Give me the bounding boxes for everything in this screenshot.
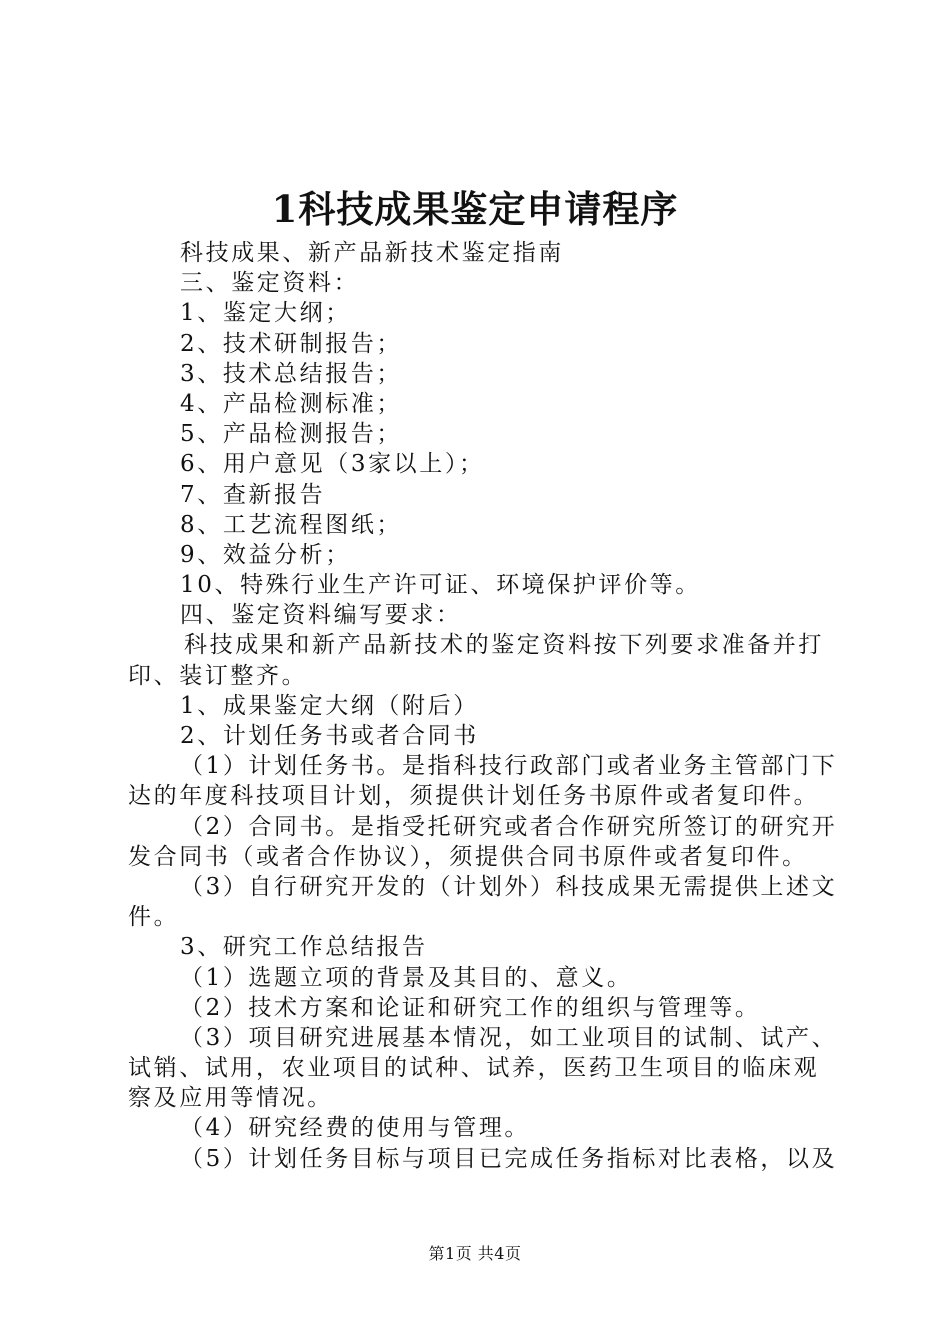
text-line: 达的年度科技项目计划，须提供计划任务书原件或者复印件。	[128, 783, 820, 810]
text-line: 件。	[128, 904, 180, 931]
text-line: 四、鉴定资料编写要求：	[180, 602, 462, 629]
text-line: 科技成果和新产品新技术的鉴定资料按下列要求准备并打	[184, 632, 824, 659]
text-line: 察及应用等情况。	[128, 1085, 333, 1112]
text-line: 2、计划任务书或者合同书	[180, 723, 479, 749]
text-line: 10、特殊行业生产许可证、环境保护评价等。	[180, 572, 701, 599]
text-line: （1）计划任务书。是指科技行政部门或者业务主管部门下	[180, 753, 838, 780]
text-line: （5）计划任务目标与项目已完成任务指标对比表格，以及	[180, 1145, 838, 1172]
text-line: 6、用户意见（3家以上）；	[180, 451, 485, 478]
text-line: 1、鉴定大纲；	[180, 300, 351, 327]
text-line: （4）研究经费的使用与管理。	[180, 1115, 531, 1142]
text-line: 5、产品检测报告；	[180, 421, 403, 448]
text-line: 3、技术总结报告；	[180, 360, 403, 387]
text-line: 科技成果、新产品新技术鉴定指南	[180, 240, 564, 266]
text-line: 7、查新报告	[180, 481, 326, 508]
text-line: 3、研究工作总结报告	[180, 934, 428, 961]
text-line: （3）自行研究开发的（计划外）科技成果无需提供上述文	[180, 873, 838, 900]
text-line: 印、装订整齐。	[128, 662, 308, 689]
text-line: （1）选题立项的背景及其目的、意义。	[180, 964, 633, 991]
text-line: 4、产品检测标准；	[180, 390, 403, 417]
document-body	[128, 238, 838, 1174]
text-line: 2、技术研制报告；	[180, 330, 403, 357]
text-line: （2）合同书。是指受托研究或者合作研究所签订的研究开	[180, 813, 838, 840]
text-line: 试销、试用，农业项目的试种、试养，医药卫生项目的临床观	[128, 1055, 820, 1082]
document-title: 1科技成果鉴定申请程序	[271, 187, 679, 231]
text-line: 1、成果鉴定大纲（附后）	[180, 692, 479, 719]
text-line: （2）技术方案和论证和研究工作的组织与管理等。	[180, 994, 761, 1021]
text-line: （3）项目研究进展基本情况，如工业项目的试制、试产、	[180, 1024, 838, 1051]
text-line: 发合同书（或者合作协议），须提供合同书原件或者复印件。	[128, 843, 808, 870]
page-number-footer: 第1页 共4页	[428, 1244, 522, 1263]
text-line: 9、效益分析；	[180, 541, 351, 568]
text-line: 三、鉴定资料：	[180, 270, 360, 297]
text-line: 8、工艺流程图纸；	[180, 511, 403, 538]
